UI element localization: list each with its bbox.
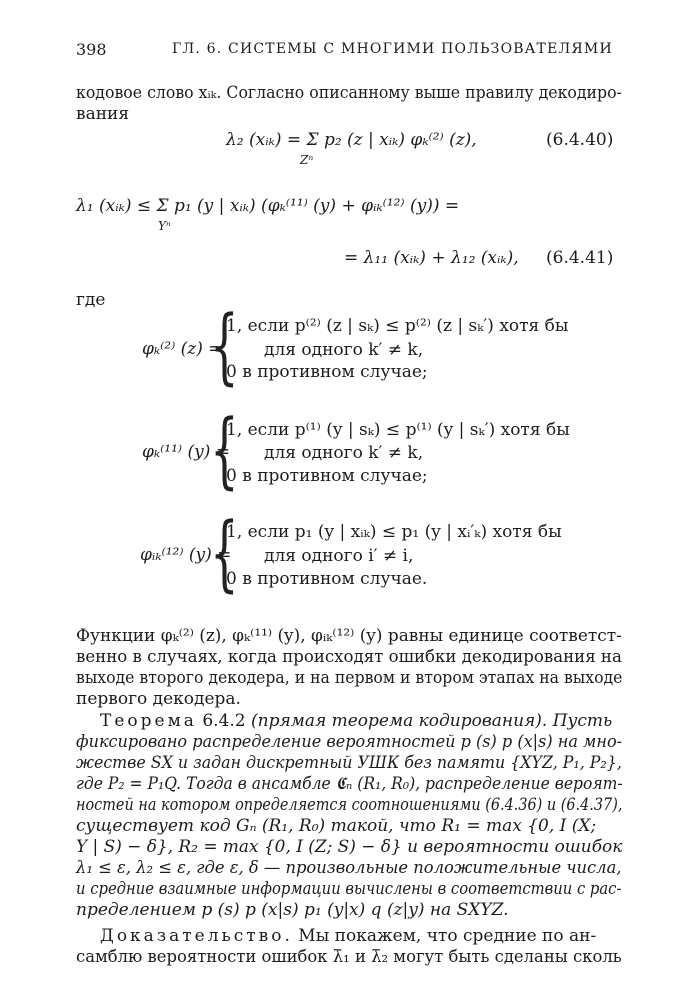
def-phi12-case-1b: для одного i′ ≠ i, <box>264 546 414 566</box>
page-number: 398 <box>76 40 107 59</box>
proof-text-1: Мы покажем, что средние по ан- <box>292 926 597 946</box>
theorem-line-5: существует код Gₙ (R₁, R₀) такой, что R₁ = max {0, I (X; <box>76 816 597 836</box>
theorem-line-3: где P₂ = P₁Q. Тогда в ансамбле 𝕮ₙ (R₁, R₀), распределение вероят- <box>76 774 623 794</box>
proof-line-1 <box>100 926 596 947</box>
theorem-line-2: жестве SX и задан дискретный УШК без памяти {XYZ, P₁, P₂}, <box>76 753 622 773</box>
running-title: ГЛ. 6. СИСТЕМЫ С МНОГИМИ ПОЛЬЗОВАТЕЛЯМИ <box>172 41 613 57</box>
equation-6-4-41-line-1: λ₁ (xᵢₖ) ≤ Σ p₁ (y | xᵢₖ) (φₖ⁽¹¹⁾ (y) + φᵢₖ⁽¹²⁾ (y)) = <box>76 196 460 216</box>
def-phi2-brace: { <box>210 299 239 394</box>
para-functions-line-2: венно в случаях, когда происходят ошибки декодирования на <box>76 647 622 667</box>
def-phi11-case-1: 1, если p⁽¹⁾ (y | sₖ) ≤ p⁽¹⁾ (y | sₖ′) хотя бы <box>226 420 570 440</box>
equation-number-6-4-41: (6.4.41) <box>546 248 614 268</box>
para-functions-line-4: первого декодера. <box>76 689 241 709</box>
def-phi11-brace: { <box>210 403 239 498</box>
theorem-name: (прямая теорема кодирования). <box>251 711 548 731</box>
theorem-line-6: Y | S) − δ}, R₂ = max {0, I (Z; S) − δ} и вероятности ошибок <box>76 837 623 857</box>
para-functions-line-1: Функции φₖ⁽²⁾ (z), φₖ⁽¹¹⁾ (y), φᵢₖ⁽¹²⁾ (y) равны единице соответст- <box>76 626 622 646</box>
theorem-line-9: пределением p (s) p (x|s) p₁ (y|x) q (z|y) на SXYZ. <box>76 900 509 920</box>
def-phi12-case-1: 1, если p₁ (y | xᵢₖ) ≤ p₁ (y | xᵢ′ₖ) хотя бы <box>226 522 562 542</box>
theorem-label: Теорема <box>100 711 197 731</box>
equation-6-4-40-sum-range: Zⁿ <box>300 153 314 167</box>
def-phi11-case-2: 0 в противном случае; <box>226 466 428 486</box>
theorem-line-1: фиксировано распределение вероятностей p (s) p (x|s) на мно- <box>76 732 623 752</box>
def-phi2-case-1: 1, если p⁽²⁾ (z | sₖ) ≤ p⁽²⁾ (z | sₖ′) хотя бы <box>226 316 569 336</box>
intro-line-2: вания <box>76 104 130 124</box>
equation-6-4-40: λ₂ (xᵢₖ) = Σ p₂ (z | xᵢₖ) φₖ⁽²⁾ (z), <box>226 130 477 150</box>
equation-6-4-41-sum-range: Yⁿ <box>158 219 171 233</box>
theorem-line-0: Пусть <box>547 711 613 731</box>
where-word: где <box>76 290 106 310</box>
def-phi2-case-1b: для одного k′ ≠ k, <box>264 340 424 360</box>
proof-label: Доказательство. <box>100 926 293 946</box>
theorem-heading <box>100 711 612 732</box>
def-phi12-lhs: φᵢₖ⁽¹²⁾ (y) = <box>140 545 232 565</box>
def-phi11-lhs: φₖ⁽¹¹⁾ (y) = <box>142 442 231 462</box>
theorem-line-4: ностей на котором определяется соотношениями (6.4.36) и (6.4.37), <box>76 795 623 815</box>
equation-number-6-4-40: (6.4.40) <box>546 130 614 150</box>
proof-line-2: самблю вероятности ошибок λ̄₁ и λ̄₂ могут быть сделаны сколь <box>76 947 622 967</box>
intro-line-1: кодовое слово xᵢₖ. Согласно описанному выше правилу декодиро- <box>76 83 622 103</box>
equation-6-4-41-line-2: = λ₁₁ (xᵢₖ) + λ₁₂ (xᵢₖ), <box>344 248 519 268</box>
def-phi12-case-2: 0 в противном случае. <box>226 569 428 589</box>
para-functions-line-3: выходе второго декодера, и на первом и втором этапах на выходе <box>76 668 623 688</box>
theorem-number: 6.4.2 <box>196 711 252 731</box>
theorem-line-8: и средние взаимные информации вычислены в соответствии с рас- <box>76 879 622 899</box>
def-phi11-case-1b: для одного k′ ≠ k, <box>264 443 424 463</box>
def-phi2-case-2: 0 в противном случае; <box>226 362 428 382</box>
def-phi12-brace: { <box>210 506 239 601</box>
theorem-line-7: λ₁ ≤ ε, λ₂ ≤ ε, где ε, δ — произвольные положительные числа, <box>76 858 622 878</box>
def-phi2-lhs: φₖ⁽²⁾ (z) = <box>142 339 223 359</box>
